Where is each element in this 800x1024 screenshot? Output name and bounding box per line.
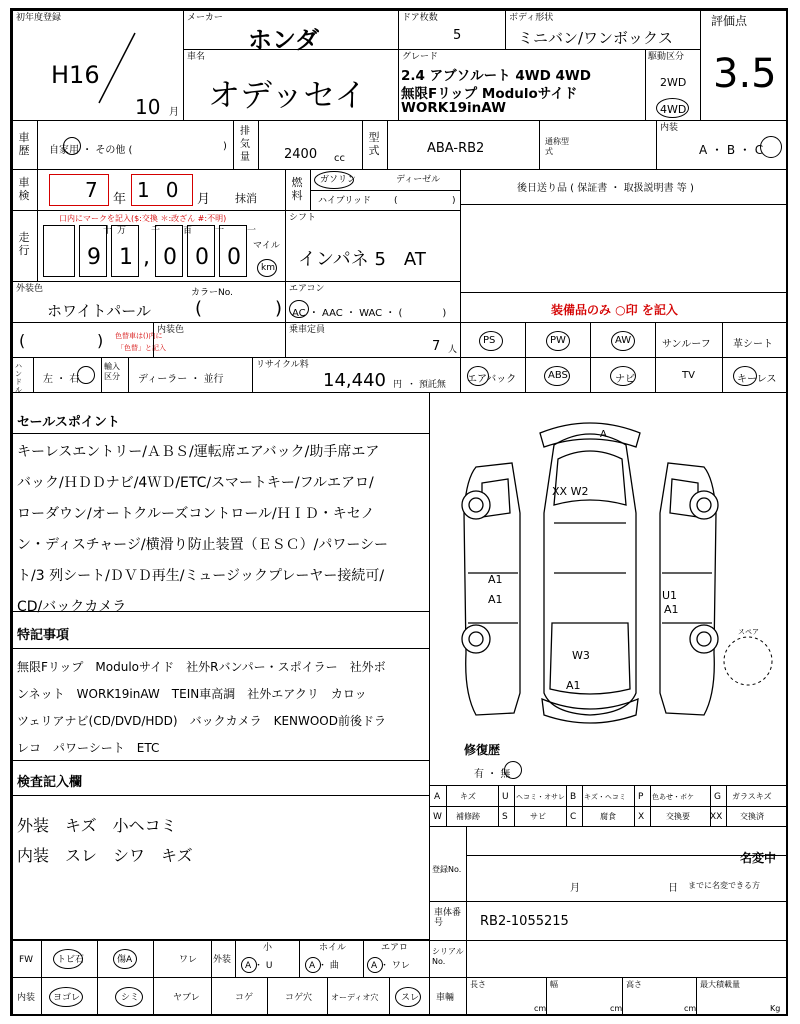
legend-code: W [433,812,442,822]
int-item: コゲ穴 [285,993,313,1003]
score-label: 評価点 [711,14,748,28]
displacement-cell [233,120,363,170]
maker-value: ホンダ [248,26,320,54]
first-reg-label: 初年度登録 [16,13,62,23]
odometer-unit-4: 十 [215,226,225,236]
first-reg-year: H16 [51,61,100,89]
color-no-open: ( [195,298,203,319]
equip-ps-circle-mark [479,331,503,351]
ext-wheel-circle-mark [305,957,321,973]
inspection-year-unit: 年 [113,192,127,207]
fuel-gasoline-circle-mark [314,171,357,189]
legend-code: S [502,812,508,822]
equip-tv: TV [655,357,723,393]
sales-cell [12,392,430,615]
model-label: 型式 [368,131,380,157]
odometer-label: 走行 [18,231,30,257]
fuel-hybrid-close: ) [452,196,456,206]
color-change-note-2: 「色替」と記入 [117,344,166,352]
equip-aw-circle-mark [611,331,635,351]
deadline-month: 月 [570,883,580,894]
sales-title: セールスポイント [17,415,120,430]
inspection-exterior: 外装 キズ 小ヘコミ [17,816,177,835]
exterior-color-value: ホワイトパール [47,302,151,320]
spare-label: スペア [738,628,759,636]
maker-label: メーカー [187,13,223,23]
odometer-km: km [261,263,275,273]
legend-code: C [570,812,577,822]
color-change-cell [12,322,166,358]
legend-grid [429,785,788,827]
inspection-notes-title: 検査記入欄 [17,775,83,790]
color-change-close: ) [97,331,104,350]
int-wear-circle-mark [395,987,421,1007]
legend-code: G [714,792,721,802]
shift-value: インパネ 5 AT [298,249,426,270]
deadline-day: 日 [668,883,678,894]
int-item: オーディオ穴 [331,993,379,1002]
inspection-label: 車検 [18,176,30,202]
int-item: ヨゴレ [53,993,81,1003]
drive-cell [645,49,701,121]
maker-cell [183,10,399,54]
size-length-unit: cm [534,1004,547,1013]
int-dirt-circle-mark [49,987,83,1007]
common-model-cell [539,120,657,170]
fuel-gasoline: ガソリン [320,175,357,185]
chassis-cell [429,901,788,941]
color-no-label: カラーNo. [191,288,233,298]
legend-text: サビ [530,812,546,821]
odometer-mile: マイル [253,241,280,251]
exterior-color-cell [12,281,286,323]
equip-ps: PS [460,322,526,358]
equip-abs: ABS [525,357,591,393]
odometer-km-circle-mark [257,259,277,277]
equip-sunroof: サンルーフ [655,322,723,358]
seats-label: 乗車定員 [289,325,326,335]
inspection-year: 7 [85,178,98,202]
equip-pw-circle-mark [546,331,570,351]
odometer-digit-3: 0 [163,245,177,270]
equip-leather: 革シート [722,322,788,358]
shift-label: シフト [289,213,317,223]
repair-none-circle-mark [504,761,522,779]
first-registration-cell [12,10,184,121]
grade-cell [398,49,646,121]
fuel-hybrid: ハイブリッド [318,196,372,206]
inspection-notes-cell [12,760,430,940]
special-line: ツェリアナビ(CD/DVD/HDD) バックカメラ KENWOOD前後ドラ [17,714,386,728]
sales-line: キーレスエントリー/ＡＢＳ/運転席エアバック/助手席エア [17,444,380,460]
fuel-hybrid-paren: ( [394,196,398,206]
equip-aw: AW [590,322,656,358]
int-item: ヤブレ [173,993,200,1003]
registration-cell [429,826,788,902]
equip-airbag: エアバック [460,357,526,393]
equip-navi: ナビ [590,357,656,393]
sales-line: CD/バックカメラ [17,599,127,615]
equip-note: 装備品のみ ○印 を記入 [551,303,678,317]
int-stain-circle-mark [115,987,143,1007]
damage-mark-roof: XX W2 [552,485,589,498]
model-cell [362,120,540,170]
legend-text: ヘコミ・オサレ [516,793,565,801]
odometer-digit-4: 0 [195,245,209,270]
size-height-label: 高さ [626,980,642,989]
exterior-color-label: 外装色 [16,284,44,294]
color-change-open: ( [19,331,26,350]
ext-group-value: A ・ ワレ [371,961,410,971]
recycle-cell [252,357,461,393]
odometer-comma: , [143,245,150,270]
name-change-status: 名変中 [740,851,777,865]
ext-group-title: エアロ [381,943,409,953]
handle-label: ハンドル [15,362,22,394]
size-height-unit: cm [684,1004,697,1013]
body-value: ミニバン/ワンボックス [518,29,673,47]
drive-4wd-circle-mark [656,98,689,118]
ext-group-title: 小 [263,943,273,953]
special-line: ンネット WORK19inAW TEIN車高調 社外エアクリ カロッ [17,687,367,701]
drive-2wd: 2WD [660,76,687,89]
fw-row [12,940,430,978]
history-private-circle-mark [63,137,81,155]
grade-label: グレード [402,52,439,62]
displacement-value: 2400 [284,147,318,162]
int-item: スレ [401,993,420,1003]
recycle-label: リサイクル料 [256,360,309,370]
legend-code: A [434,792,441,802]
odometer-note: 口内にマークを記入($:交換 ＊:改ざん #:不明) [59,214,227,223]
odometer-unit-5: 一 [247,226,257,236]
interior-grade-c-circle-mark [760,136,782,158]
interior-grade-value: A ・ B ・ C [699,143,764,157]
aircon-ac-circle-mark [289,300,309,318]
history-close: ) [223,141,227,152]
legend-text: キズ [460,792,476,801]
damage-mark-rear-2: A1 [566,679,581,692]
common-model-label: 通称型式 [545,137,569,156]
size-length-label: 長さ [470,980,486,989]
color-no-close: ) [275,298,283,319]
chassis-label: 車体番号 [434,908,462,928]
month-unit: 月 [169,107,179,118]
equip-airbag-circle-mark [467,366,489,386]
size-width-unit: cm [610,1004,623,1013]
equip-navi-circle-mark [610,366,636,386]
legend-text: 補修跡 [456,812,480,821]
odometer-unit-2: 千 [151,226,161,236]
special-cell [12,611,430,761]
grade-line-3: WORK19inAW [401,100,506,116]
ext-group-value: A ・ U [245,961,273,971]
inspection-cell [12,169,286,211]
legend-text: 色あせ・ボケ [652,793,694,801]
interior-label: 内装 [17,993,36,1003]
odometer-unit-3: 百 [183,226,193,236]
fuel-cell [285,169,461,211]
recycle-deposit: ・ 預託無 [407,380,446,390]
legend-text: 腐食 [600,812,616,821]
color-change-note-1: 色替車は()内に [115,332,163,340]
import-cell [101,357,253,393]
fw-item: ワレ [179,955,198,965]
interior-color-cell [153,322,286,358]
fw-item: トビ石 [57,955,85,965]
special-title: 特記事項 [17,628,70,643]
size-row [429,977,788,1016]
displacement-label: 排気量 [240,126,250,163]
sales-line: ローダウン/オートクルーズコントロール/ＨＩＤ・キセノ [17,506,375,522]
shift-cell [285,210,461,282]
first-reg-month: 10 [135,95,161,119]
equip-keyless: キーレス [722,357,788,393]
history-cell [12,120,234,170]
car-name-cell [183,49,399,121]
odometer-unit-0: 十 [103,226,113,236]
handle-cell [12,357,102,393]
inspection-year-box [49,174,109,206]
car-diagram [430,393,787,785]
repair-history-value: 有 ・ 無 [474,769,511,780]
odometer-cell [12,210,286,282]
equip-pw: PW [525,322,591,358]
car-name-label: 車名 [187,52,206,62]
serial-label: シリアルNo. [432,947,464,966]
deadline-text: までに名変できる方 [688,881,760,890]
legend-code: P [638,792,644,802]
int-item: コゲ [235,993,254,1003]
fw-label: FW [19,955,34,965]
special-line: 無限Fリップ Moduloサイド 社外Rバンパー・スポイラー 社外ボ [17,660,386,674]
fuel-label: 燃料 [291,176,303,202]
ext-group-title: ホイル [319,943,347,953]
score-cell [700,10,788,121]
doors-cell [398,10,506,50]
odometer-box-0 [43,225,75,277]
inspection-interior: 内装 スレ シワ キズ [17,846,193,865]
legend-text: ガラスキズ [732,792,772,801]
recycle-value: 14,440 [323,370,386,391]
doors-label: ドア枚数 [402,13,438,23]
ext-small-circle-mark [241,957,257,973]
equip-note-cell [460,292,788,323]
import-label: 輸入区分 [104,362,120,381]
fuel-diesel: ディーゼル [396,175,441,185]
damage-mark-right-2: A1 [664,603,679,616]
ext-group-value: A ・ 曲 [309,961,339,971]
doors-value: 5 [453,28,462,43]
special-line: レコ パワーシート ETC [17,741,160,755]
grade-line-1: 2.4 アブソルート 4WD 4WD [401,68,591,84]
odometer-digit-1: 9 [87,245,101,270]
max-load-unit: Kg [770,1004,781,1013]
legend-text: 交換要 [666,812,690,821]
inspection-month: 10 [137,178,195,202]
fw-chip-circle-mark [53,949,83,969]
inspection-month-unit: 月 [197,192,211,207]
drive-4wd: 4WD [660,103,687,116]
handle-value: 左 ・ 右 [43,374,80,385]
drive-label: 駆動区分 [648,52,685,62]
size-width-label: 幅 [550,980,558,989]
damage-mark-right-1: U1 [662,589,678,602]
fw-item: 傷A [117,955,133,965]
max-load-label: 最大積載量 [700,980,740,989]
aircon-cell [285,281,461,323]
odometer-digit-5: 0 [227,245,241,270]
body-cell [505,10,701,50]
grade-line-2: 無限Fリップ Moduloサイド [401,86,578,102]
int-item: シミ [121,993,140,1003]
history-value: 自家用 ・ その他 ( [49,145,133,156]
fw-scratch-circle-mark [113,949,137,969]
docs-label: 後日送り品 ( 保証書 ・ 取扱説明書 等 ) [517,183,694,194]
auction-sheet [10,8,788,1016]
cc-unit: cc [334,153,345,164]
interior-grade-cell [656,120,788,170]
special-lines [17,654,386,762]
seats-unit: 人 [448,345,458,355]
history-label: 車歴 [18,131,30,157]
chassis-value: RB2-1055215 [480,914,569,929]
interior-grade-label: 内装 [660,123,679,133]
sales-lines [17,437,388,623]
registration-label: 登録No. [432,865,462,874]
import-value: ディーラー ・ 並行 [138,374,224,385]
model-value: ABA-RB2 [427,141,485,156]
sales-line: バック/ＨＤＤナビ/4ＷＤ/ETC/スマートキー/フルエアロ/ [17,475,374,491]
legend-text: 交換済 [740,812,764,821]
legend-code: XX [710,812,723,822]
recycle-yen: 円 [393,380,403,390]
ext-aero-circle-mark [367,957,383,973]
interior-row [12,977,430,1016]
odometer-digit-2: 1 [119,245,133,270]
damage-mark-left-2: A1 [488,593,503,606]
inspection-erased: 抹消 [235,192,257,205]
car-diagram-cell [429,392,788,786]
docs-cell [460,169,788,293]
handle-right-circle-mark [77,366,95,384]
seats-cell [285,322,461,358]
exterior-label: 外装 [213,955,232,965]
interior-color-label: 内装色 [157,325,185,335]
sales-line: ト/3 列シート/ＤＶＤ再生/ミュージックプレーヤー接続可/ [17,568,385,584]
odometer-unit-1: 万 [117,226,127,236]
size-label: 車輛 [436,993,455,1003]
body-label: ボディ形状 [509,13,554,23]
repair-history-label: 修復歴 [464,743,501,757]
seats-value: 7 [432,339,441,354]
aircon-label: エアコン [289,284,325,294]
equip-keyless-circle-mark [733,366,757,386]
equip-abs-circle-mark [544,366,570,386]
legend-code: X [638,812,645,822]
sales-line: ン・ディスチャージ/横滑り防止装置（ＥＳＣ）/パワーシー [17,537,389,553]
damage-mark-rear-1: W3 [572,649,590,662]
serial-cell [429,940,788,978]
aircon-options: AC ・ AAC ・ WAC ・ ( ) [292,308,447,319]
damage-mark-front: A [600,429,607,440]
damage-mark-left-1: A1 [488,573,503,586]
car-name-value: オデッセイ [208,76,367,114]
legend-text: キズ・ヘコミ [584,793,626,801]
legend-code: B [570,792,577,802]
score-value: 3.5 [713,51,777,97]
legend-code: U [502,792,509,802]
